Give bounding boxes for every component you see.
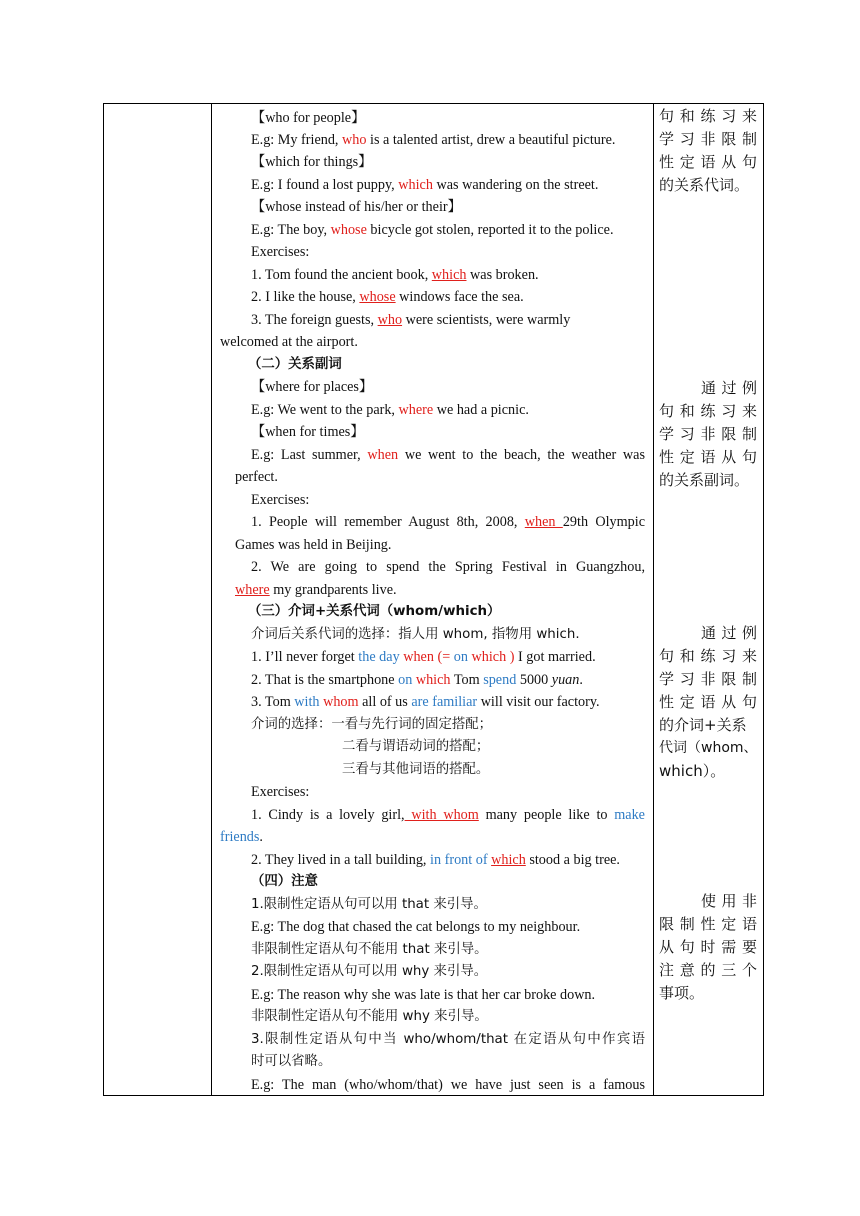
when-label: 【when for times】 [251,424,365,440]
purpose-note-2-line-2: 句和练习来 [659,402,757,420]
prep-example-2: 2. That is the smartphone on which Tom spend 5000 yuan. [251,672,583,688]
column-divider-1 [211,104,212,1095]
exercise-1-1: 1. Tom found the ancient book, which was broken. [251,267,539,283]
purpose-note-1-line-4: 的关系代词。 [659,176,750,194]
purpose-note-1-line-3: 性定语从句 [659,153,757,171]
note-3: 3.限制性定语从句中当 who/whom/that 在定语从句中作宾语 [251,1032,645,1047]
purpose-note-2-line-5: 的关系副词。 [659,471,750,489]
where-example: E.g: We went to the park, where we had a picnic. [251,402,529,418]
purpose-note-3-line-3: 学习非限制 [659,670,757,688]
exercise-3-2: 2. They lived in a tall building, in front of which stood a big tree. [251,852,620,868]
when-example: E.g: Last summer, when we went to the beach, the weather was [251,447,645,463]
who-label: 【who for people】 [251,110,366,126]
prep-choice-3: 三看与其他词语的搭配。 [342,762,490,777]
note-3-cont: 时可以省略。 [251,1054,332,1069]
note-3-example: E.g: The man (who/whom/that) we have just seen is a famous [251,1077,645,1093]
purpose-note-3-line-5: 的介词+关系 [659,716,747,734]
whose-example: E.g: The boy, whose bicycle got stolen, reported it to the police. [251,222,614,238]
exercise-2-2-cont: where my grandparents live. [235,582,397,598]
purpose-note-3-line-6: 代词（whom、 [659,740,758,756]
purpose-note-4-line-5: 事项。 [659,984,705,1002]
whose-label: 【whose instead of his/her or their】 [251,199,462,215]
who-example: E.g: My friend, who is a talented artist, drew a beautiful picture. [251,132,616,148]
purpose-note-3-line-1: 通过例 [701,624,757,642]
purpose-note-1-line-1: 句和练习来 [659,107,757,125]
prep-choice-2: 二看与谓语动词的搭配； [342,739,490,754]
purpose-note-2-line-3: 学习非限制 [659,425,757,443]
exercise-1-2: 2. I like the house, whose windows face the sea. [251,289,524,305]
column-divider-2 [653,104,654,1095]
exercises-title-3: Exercises: [251,784,310,800]
purpose-note-4-line-3: 从句时需要 [659,938,757,956]
prep-example-3: 3. Tom with whom all of us are familiar will visit our factory. [251,694,600,710]
exercise-1-3: 3. The foreign guests, who were scientists, were warmly [251,312,571,328]
exercises-title-2: Exercises: [251,492,310,508]
exercises-title-1: Exercises: [251,244,310,260]
prep-example-1: 1. I’ll never forget the day when (= on which ) I got married. [251,649,596,665]
exercise-1-3-cont: welcomed at the airport. [220,334,358,350]
purpose-note-1-line-2: 学习非限制 [659,130,757,148]
purpose-note-2-line-1: 通过例 [701,379,757,397]
exercise-3-1-cont: friends. [220,829,263,845]
section-3-intro: 介词后关系代词的选择：指人用 whom, 指物用 which. [251,627,580,642]
where-label: 【where for places】 [251,379,374,395]
purpose-note-4-line-1: 使用非 [701,892,757,910]
note-2-negative: 非限制性定语从句不能用 why 来引导。 [251,1009,488,1024]
when-example-cont: perfect. [235,469,278,485]
exercise-2-2: 2. We are going to spend the Spring Festival in Guangzhou, [251,559,645,575]
exercise-2-1: 1. People will remember August 8th, 2008, when 29th Olympic [251,514,646,530]
exercise-3-1: 1. Cindy is a lovely girl, with whom many people like to make [251,807,645,823]
note-1: 1.限制性定语从句可以用 that 来引导。 [251,897,487,912]
note-1-example: E.g: The dog that chased the cat belongs to my neighbour. [251,919,581,935]
prep-choice-1: 介词的选择：一看与先行词的固定搭配； [251,717,493,732]
which-label: 【which for things】 [251,154,373,170]
which-example: E.g: I found a lost puppy, which was wandering on the street. [251,177,599,193]
exercise-2-1-cont: Games was held in Beijing. [235,537,392,553]
section-4-heading: （四）注意 [251,874,318,889]
purpose-note-4-line-2: 限制性定语 [659,915,757,933]
note-2: 2.限制性定语从句可以用 why 来引导。 [251,964,488,979]
section-3-heading: （三）介词+关系代词（whom/which） [248,604,501,619]
note-1-negative: 非限制性定语从句不能用 that 来引导。 [251,942,488,957]
section-2-heading: （二）关系副词 [248,357,342,372]
lesson-table [103,103,764,1096]
note-2-example: E.g: The reason why she was late is that her car broke down. [251,987,596,1003]
purpose-note-4-line-4: 注意的三个 [659,961,757,979]
purpose-note-3-line-4: 性定语从句 [659,693,757,711]
purpose-note-3-line-2: 句和练习来 [659,647,757,665]
purpose-note-2-line-4: 性定语从句 [659,448,757,466]
purpose-note-3-line-7: which）。 [659,762,726,780]
